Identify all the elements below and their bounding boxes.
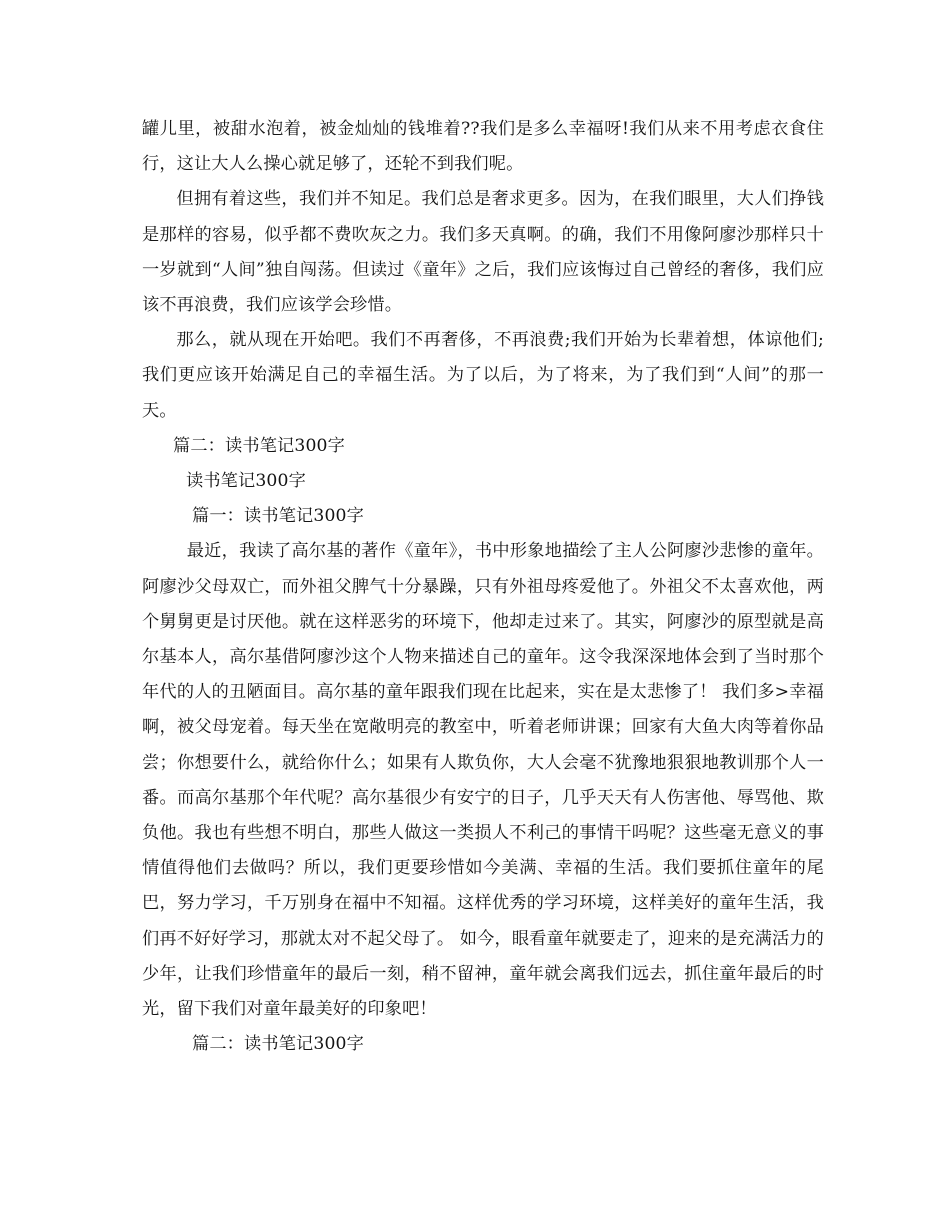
section-title: 读书笔记300字 [186, 471, 306, 492]
paragraph-not-content: 但拥有着这些，我们并不知足。我们总是奢求更多。因为，在我们眼里，大人们挣钱是那样的容易，似乎都不费吹灰之力。我们多天真啊。的确，我们不用像阿廖沙那样只十一岁就到“人间”独自闯荡。但读过《童年》之后，我们应该悔过自己曾经的奢侈，我们应该不再浪费，我们应该学会珍惜。 [142, 189, 824, 316]
section-heading-part-two: 篇二：读书笔记300字 [173, 435, 345, 456]
document-body [142, 112, 824, 1062]
paragraph-start-now: 那么，就从现在开始吧。我们不再奢侈，不再浪费;我们开始为长辈着想，体谅他们;我们更应该开始满足自己的幸福生活。为了以后，为了将来，为了我们到“人间”的那一天。 [142, 330, 824, 421]
section-heading-part-two-repeat: 篇二：读书笔记300字 [192, 1034, 364, 1055]
section-heading-part-one: 篇一：读书笔记300字 [192, 506, 364, 527]
paragraph-continuation: 罐儿里，被甜水泡着，被金灿灿的钱堆着??我们是多么幸福呀!我们从来不用考虑衣食住行，这让大人么操心就足够了，还轮不到我们呢。 [142, 119, 824, 175]
essay-body: 最近，我读了高尔基的著作《童年》，书中形象地描绘了主人公阿廖沙悲惨的童年。阿廖沙父母双亡，而外祖父脾气十分暴躁，只有外祖母疼爱他了。外祖父不太喜欢他，两个舅舅更是讨厌他。就在这样恶劣的环境下，他却走过来了。其实，阿廖沙的原型就是高尔基本人，高尔基借阿廖沙这个人物来描述自己的童年。这令我深深地体会到了当时那个年代的人的丑陋面目。高尔基的童年跟我们现在比起来，实在是太悲惨了！ 我们多>幸福啊，被父母宠着。每天坐在宽敞明亮的教室中，听着老师讲课；回家有大鱼大肉等着你品尝；你想要什么，就给你什么；如果有人欺负你，大人会毫不犹豫地狠狠地教训那个人一番。而高尔基那个年代呢？高尔基很少有安宁的日子，几乎天天有人伤害他、辱骂他、欺负他。我也有些想不明白，那些人做这一类损人不利己的事情干吗呢？这些毫无意义的事情值得他们去做吗？所以，我们更要珍惜如今美满、幸福的生活。我们要抓住童年的尾巴，努力学习，千万别身在福中不知福。这样优秀的学习环境，这样美好的童年生活，我们再不好好学习，那就太对不起父母了。 如今，眼看童年就要走了，迎来的是充满活力的少年，让我们珍惜童年的最后一刻，稍不留神，童年就会离我们远去，抓住童年最后的时光，留下我们对童年最美好的印象吧！ [142, 541, 824, 1020]
